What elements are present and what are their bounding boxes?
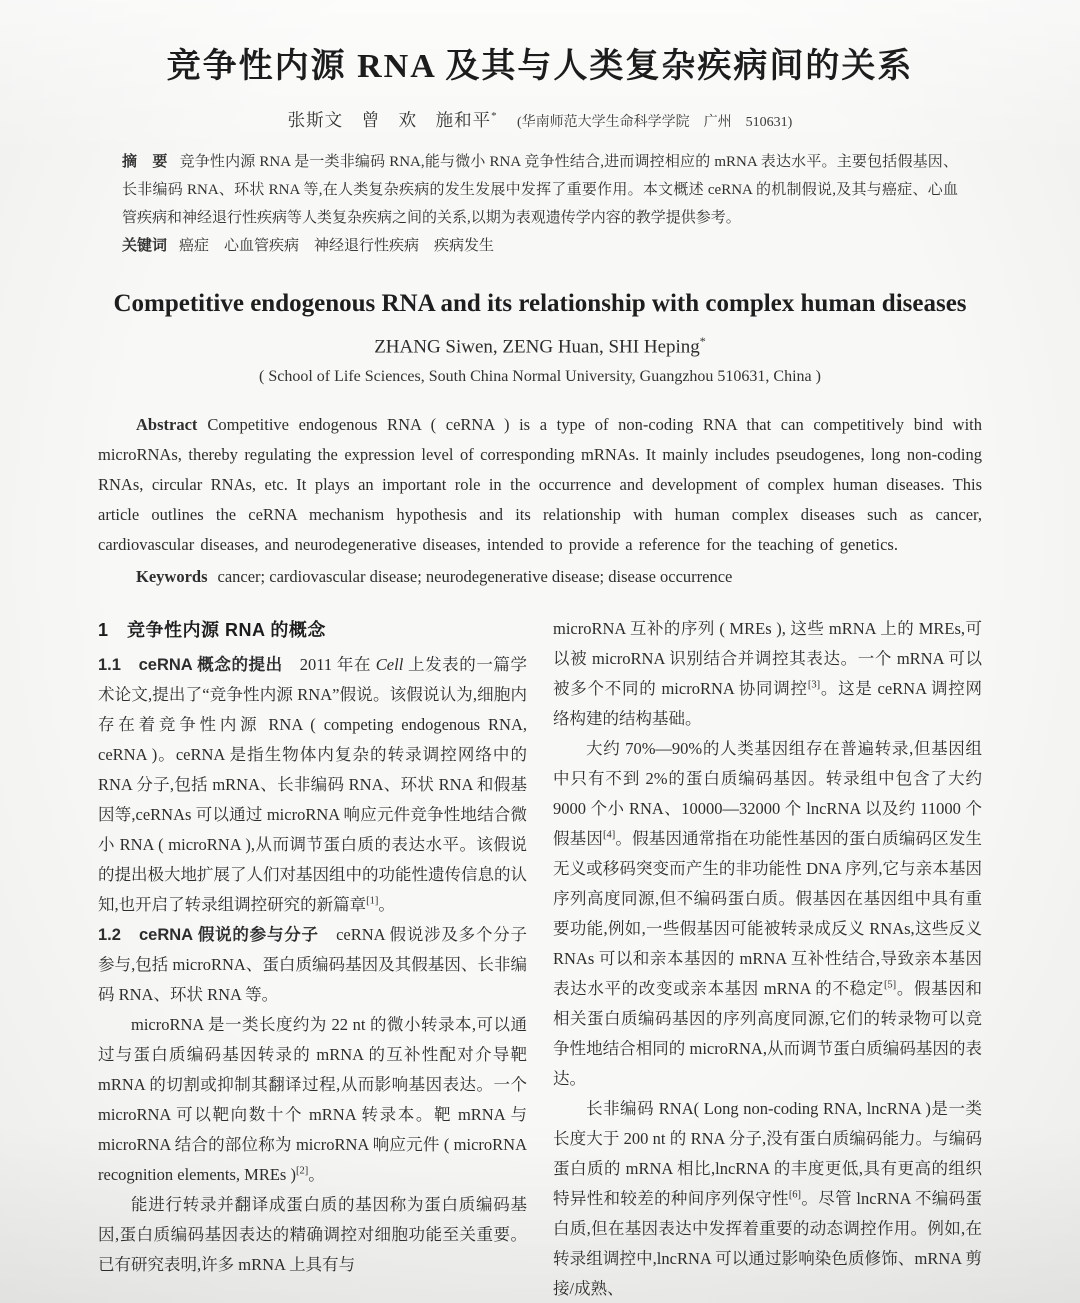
paragraph-text: 。	[308, 1165, 325, 1185]
paragraph-text: 。	[378, 895, 395, 915]
keywords-zh: 癌症 心血管疾病 神经退行性疾病 疾病发生	[179, 238, 495, 254]
paragraph-text: 大约 70%—90%的人类基因组存在普遍转录,但基因组中只有不到 2%的蛋白质编码基因。转录组中包含了大约 9000 个小 RNA、10000—32000 个 lncRNA 以及约 11000 个假基因	[553, 739, 982, 849]
run-in-heading-1-2: 1.2 ceRNA 假说的参与分子	[98, 926, 319, 945]
paragraph-text: 能进行转录并翻译成蛋白质的基因称为蛋白质编码基因,蛋白质编码基因表达的精确调控对细胞功能至关重要。已有研究表明,许多 mRNA 上具有与	[98, 1195, 527, 1275]
reference-superscript-1: [1]	[366, 895, 379, 907]
right-column	[553, 614, 982, 1303]
paper-title-zh: 竞争性内源 RNA 及其与人类复杂疾病间的关系	[166, 48, 914, 85]
left-column	[98, 614, 527, 1303]
corresponding-author-asterisk: *	[491, 110, 498, 123]
paragraph-text: 上发表的一篇学术论文,提出了“竞争性内源 RNA”假说。该假说认为,细胞内存在着竞争性内源 RNA ( competing endogenous RNA, ceRNA )。ceRNA 是指生物体内复杂的转录调控网络中的 RNA 分子,包括 mRNA、长非编码 RNA、环状 RNA 和假基因等,ceRNAs 可以通过 microRNA 响应元件竞争性地结合微小 RNA ( microRNA ),从而调节蛋白质的表达水平。该假说的提出极大地扩展了人们对基因组中的功能性遗传信息的认知,也开启了转录组调控研究的新篇章	[98, 655, 528, 915]
paragraph-text: 。假基因通常指在功能性基因的蛋白质编码区发生无义或移码突变而产生的非功能性 DNA 序列,它与亲本基因序列高度同源,但不编码蛋白质。假基因在基因组中具有重要功能,例如,一些假基因可能被转录成反义 RNAs,这些反义 RNAs 可以和亲本基因的 mRNA 互补性结合,导致亲本基因表达水平的改变或亲本基因 mRNA 的不稳定	[553, 829, 983, 999]
chinese-author-line	[98, 107, 982, 132]
english-affiliation: ( School of Life Sciences, South China Normal University, Guangzhou 510631, China )	[259, 368, 821, 386]
english-author-line	[98, 334, 982, 358]
abstract-text-zh: 竞争性内源 RNA 是一类非编码 RNA,能与微小 RNA 竞争性结合,进而调控相应的 mRNA 表达水平。主要包括假基因、长非编码 RNA、环状 RNA 等,在人类复杂疾病的发生发展中发挥了重要作用。本文概述 ceRNA 的机制假说,及其与癌症、心血管疾病和神经退行性疾病等人类复杂疾病之间的关系,以期为表观遗传学内容的教学提供参考。	[122, 154, 958, 226]
abstract-label-en: Abstract	[136, 415, 198, 435]
paragraph-text: 长非编码 RNA( Long non-coding RNA, lncRNA )是一类长度大于 200 nt 的 RNA 分子,没有蛋白质编码能力。与编码蛋白质的 mRNA 相比,lncRNA 的丰度更低,具有更高的组织特异性和较差的种间序列保守性	[553, 1099, 982, 1209]
reference-superscript-3: [3]	[807, 679, 821, 691]
paragraph-text: 。假基因和相关蛋白质编码基因的序列高度同源,它们的转录物可以竞争性地结合相同的 microRNA,从而调节蛋白质编码基因的表达。	[553, 979, 982, 1089]
keywords-label-zh: 关键词	[122, 237, 168, 254]
chinese-abstract	[122, 148, 958, 232]
reference-superscript-4: [4]	[603, 829, 616, 841]
paragraph-1-1	[98, 650, 527, 920]
chinese-abstract-block	[122, 148, 958, 260]
keywords-label-en: Keywords	[136, 567, 208, 587]
keywords-en: cancer; cardiovascular disease; neurodegenerative disease; disease occurrence	[217, 567, 733, 587]
paragraph-coding-gene	[98, 1190, 527, 1280]
paragraph-pseudogene	[553, 734, 982, 1094]
chinese-affiliation: (华南师范大学生命科学学院 广州 510631)	[517, 115, 793, 130]
paragraph-text: 。这是 ceRNA 调控网络构建的结构基础。	[553, 679, 983, 729]
english-keywords-row	[98, 562, 982, 592]
paragraph-1-2	[98, 920, 527, 1010]
reference-superscript-6: [6]	[788, 1189, 802, 1201]
paper-title-en: Competitive endogenous RNA and its relationship with complex human diseases	[113, 290, 967, 317]
corresponding-author-asterisk-en: *	[699, 334, 706, 348]
paragraph-text: 2011 年在	[282, 655, 376, 675]
body-columns	[98, 614, 982, 1303]
run-in-heading-1-1: 1.1 ceRNA 概念的提出	[98, 656, 283, 675]
paragraph-text: microRNA 是一类长度约为 22 nt 的微小转录本,可以通过与蛋白质编码基因转录的 mRNA 的互补性配对介导靶 mRNA 的切割或抑制其翻译过程,从而影响基因表达。一个 microRNA 可以靶向数十个 mRNA 转录本。靶 mRNA 与 microRNA 结合的部位称为 microRNA 响应元件 ( microRNA recognition elements, MREs )	[98, 1015, 527, 1185]
paragraph-lncrna	[553, 1094, 982, 1303]
paragraph-microrna	[98, 1010, 527, 1190]
english-authors: ZHANG Siwen, ZENG Huan, SHI Heping	[374, 336, 700, 358]
journal-name-italic: Cell	[375, 655, 404, 675]
section-heading-1: 1 竞争性内源 RNA 的概念	[98, 620, 326, 641]
chinese-keywords-row	[122, 232, 958, 260]
english-abstract	[98, 410, 982, 560]
paragraph-text: microRNA 互补的序列 ( MREs ), 这些 mRNA 上的 MREs,可以被 microRNA 识别结合并调控其表达。一个 mRNA 可以被多个不同的 microRNA 协同调控	[553, 619, 982, 699]
abstract-label-zh: 摘 要	[122, 153, 168, 170]
reference-superscript-5: [5]	[883, 979, 897, 991]
paragraph-text: 。尽管 lncRNA 不编码蛋白质,但在基因表达中发挥着重要的动态调控作用。例如,在转录组调控中,lncRNA 可以通过影响染色质修饰、mRNA 剪接/成熟、	[553, 1189, 982, 1299]
paragraph-text: ceRNA 假说涉及多个分子参与,包括 microRNA、蛋白质编码基因及其假基因、长非编码 RNA、环状 RNA 等。	[98, 925, 527, 1005]
chinese-authors: 张斯文 曾 欢 施和平	[287, 110, 492, 130]
abstract-text-en: Competitive endogenous RNA ( ceRNA ) is a type of non-coding RNA that can competitively bind with microRNAs, thereby regulating the expression level of corresponding mRNAs. It mainly includes pseudogenes, long non-coding RNAs, circular RNAs, etc. It plays an important role in the occurrence and development of complex human diseases. This article outlines the ceRNA mechanism hypothesis and its relationship with human complex diseases such as cancer, cardiovascular diseases, and neurodegenerative diseases, intended to provide a reference for the teaching of genetics.	[98, 415, 982, 555]
reference-superscript-2: [2]	[295, 1165, 309, 1177]
paragraph-continuation	[553, 614, 982, 734]
